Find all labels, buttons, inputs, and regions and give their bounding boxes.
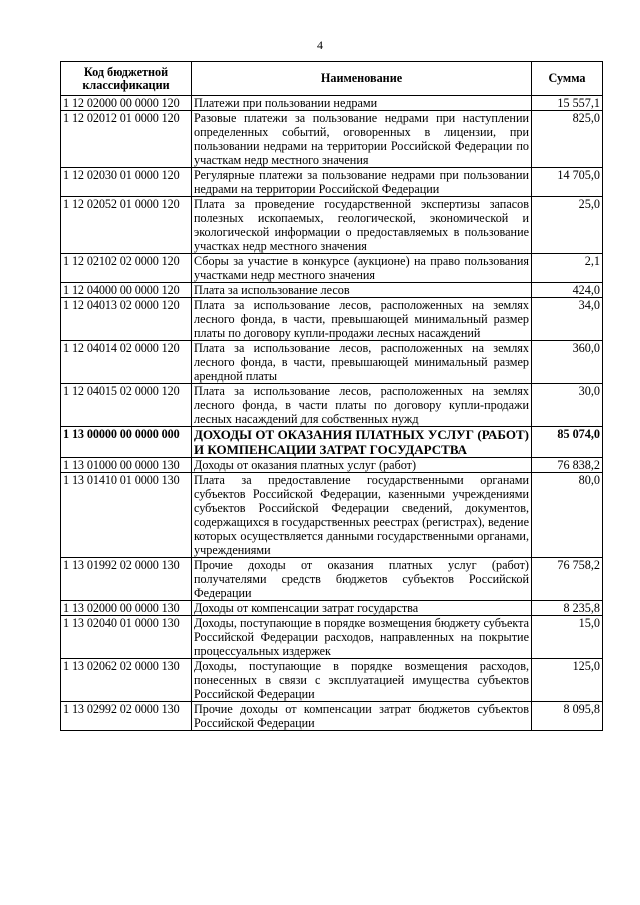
table-row <box>61 254 603 283</box>
header-code: Код бюджетной классификации <box>61 62 192 96</box>
item-name-cell: Плата за использование лесов, расположенных на землях лесного фонда, в части, превышающей минимальный размер платы по договору купли-продажи лесных насаждений <box>192 298 532 341</box>
table-row <box>61 111 603 168</box>
amount-cell: 25,0 <box>532 197 603 254</box>
budget-code-cell: 1 13 01000 00 0000 130 <box>61 458 192 473</box>
item-name-cell: Регулярные платежи за пользование недрами при пользовании недрами на территории Российской Федерации <box>192 168 532 197</box>
amount-cell: 825,0 <box>532 111 603 168</box>
amount-cell: 30,0 <box>532 384 603 427</box>
budget-code-cell: 1 12 02012 01 0000 120 <box>61 111 192 168</box>
budget-code-cell: 1 13 02062 02 0000 130 <box>61 659 192 702</box>
amount-cell: 15 557,1 <box>532 96 603 111</box>
item-name-cell: Прочие доходы от компенсации затрат бюджетов субъектов Российской Федерации <box>192 702 532 731</box>
item-name-cell: Доходы, поступающие в порядке возмещения бюджету субъекта Российской Федерации расходов, направленных на покрытие процессуальных издержек <box>192 616 532 659</box>
item-name-cell: Плата за использование лесов <box>192 283 532 298</box>
amount-cell: 14 705,0 <box>532 168 603 197</box>
table-row <box>61 168 603 197</box>
amount-cell: 34,0 <box>532 298 603 341</box>
amount-cell: 15,0 <box>532 616 603 659</box>
item-name-cell: Доходы от компенсации затрат государства <box>192 601 532 616</box>
budget-code-cell: 1 13 01992 02 0000 130 <box>61 558 192 601</box>
item-name-cell: Плата за проведение государственной экспертизы запасов полезных ископаемых, геологической, экономической и экологической информации о предоставляемых в пользование участках недр местного значения <box>192 197 532 254</box>
header-sum: Сумма <box>532 62 603 96</box>
item-name-cell: Сборы за участие в конкурсе (аукционе) на право пользования участками недр местного значения <box>192 254 532 283</box>
table-row <box>61 558 603 601</box>
amount-cell: 76 758,2 <box>532 558 603 601</box>
table-row <box>61 96 603 111</box>
budget-code-cell: 1 12 02102 02 0000 120 <box>61 254 192 283</box>
table-row <box>61 616 603 659</box>
header-name: Наименование <box>192 62 532 96</box>
table-row <box>61 458 603 473</box>
budget-code-cell: 1 13 02000 00 0000 130 <box>61 601 192 616</box>
budget-code-cell: 1 12 02000 00 0000 120 <box>61 96 192 111</box>
table-row <box>61 601 603 616</box>
budget-code-cell: 1 12 04013 02 0000 120 <box>61 298 192 341</box>
budget-code-cell: 1 12 04014 02 0000 120 <box>61 341 192 384</box>
budget-code-cell: 1 13 02040 01 0000 130 <box>61 616 192 659</box>
budget-code-cell: 1 12 04015 02 0000 120 <box>61 384 192 427</box>
amount-cell: 125,0 <box>532 659 603 702</box>
table-row <box>61 702 603 731</box>
item-name-cell: Доходы от оказания платных услуг (работ) <box>192 458 532 473</box>
amount-cell: 360,0 <box>532 341 603 384</box>
item-name-cell: Плата за использование лесов, расположенных на землях лесного фонда, в части, превышающей минимальный размер арендной платы <box>192 341 532 384</box>
page-number: 4 <box>317 38 323 52</box>
table-row <box>61 473 603 558</box>
item-name-cell: Прочие доходы от оказания платных услуг (работ) получателями средств бюджетов субъектов Российской Федерации <box>192 558 532 601</box>
amount-cell: 85 074,0 <box>532 427 603 458</box>
amount-cell: 8 235,8 <box>532 601 603 616</box>
budget-code-cell: 1 12 04000 00 0000 120 <box>61 283 192 298</box>
amount-cell: 424,0 <box>532 283 603 298</box>
table-row <box>61 197 603 254</box>
item-name-cell: Плата за использование лесов, расположенных на землях лесного фонда, в части платы по договору купли-продажи лесных насаждений для собственных нужд <box>192 384 532 427</box>
table-row <box>61 427 603 458</box>
table-row <box>61 384 603 427</box>
table-row <box>61 341 603 384</box>
table-body <box>61 96 603 731</box>
amount-cell: 80,0 <box>532 473 603 558</box>
amount-cell: 76 838,2 <box>532 458 603 473</box>
table-row <box>61 298 603 341</box>
budget-table <box>60 61 603 731</box>
budget-code-cell: 1 13 00000 00 0000 000 <box>61 427 192 458</box>
amount-cell: 8 095,8 <box>532 702 603 731</box>
item-name-cell: Платежи при пользовании недрами <box>192 96 532 111</box>
amount-cell: 2,1 <box>532 254 603 283</box>
item-name-cell: ДОХОДЫ ОТ ОКАЗАНИЯ ПЛАТНЫХ УСЛУГ (РАБОТ) И КОМПЕНСАЦИИ ЗАТРАТ ГОСУДАРСТВА <box>192 427 532 458</box>
budget-code-cell: 1 13 01410 01 0000 130 <box>61 473 192 558</box>
budget-code-cell: 1 13 02992 02 0000 130 <box>61 702 192 731</box>
item-name-cell: Плата за предоставление государственными органами субъектов Российской Федерации, казенными учреждениями субъектов Российской Федерации сведений, документов, содержащихся в государственных реестрах (регистрах), ведение которых осуществляется данными государственными органами, учреждениями <box>192 473 532 558</box>
table-row <box>61 283 603 298</box>
table-row <box>61 659 603 702</box>
budget-code-cell: 1 12 02052 01 0000 120 <box>61 197 192 254</box>
budget-code-cell: 1 12 02030 01 0000 120 <box>61 168 192 197</box>
table-header-row <box>61 62 603 96</box>
item-name-cell: Разовые платежи за пользование недрами при наступлении определенных событий, оговоренных в лицензии, при пользовании недрами на территории Российской Федерации по участкам недр местного значения <box>192 111 532 168</box>
item-name-cell: Доходы, поступающие в порядке возмещения расходов, понесенных в связи с эксплуатацией имущества субъектов Российской Федерации <box>192 659 532 702</box>
